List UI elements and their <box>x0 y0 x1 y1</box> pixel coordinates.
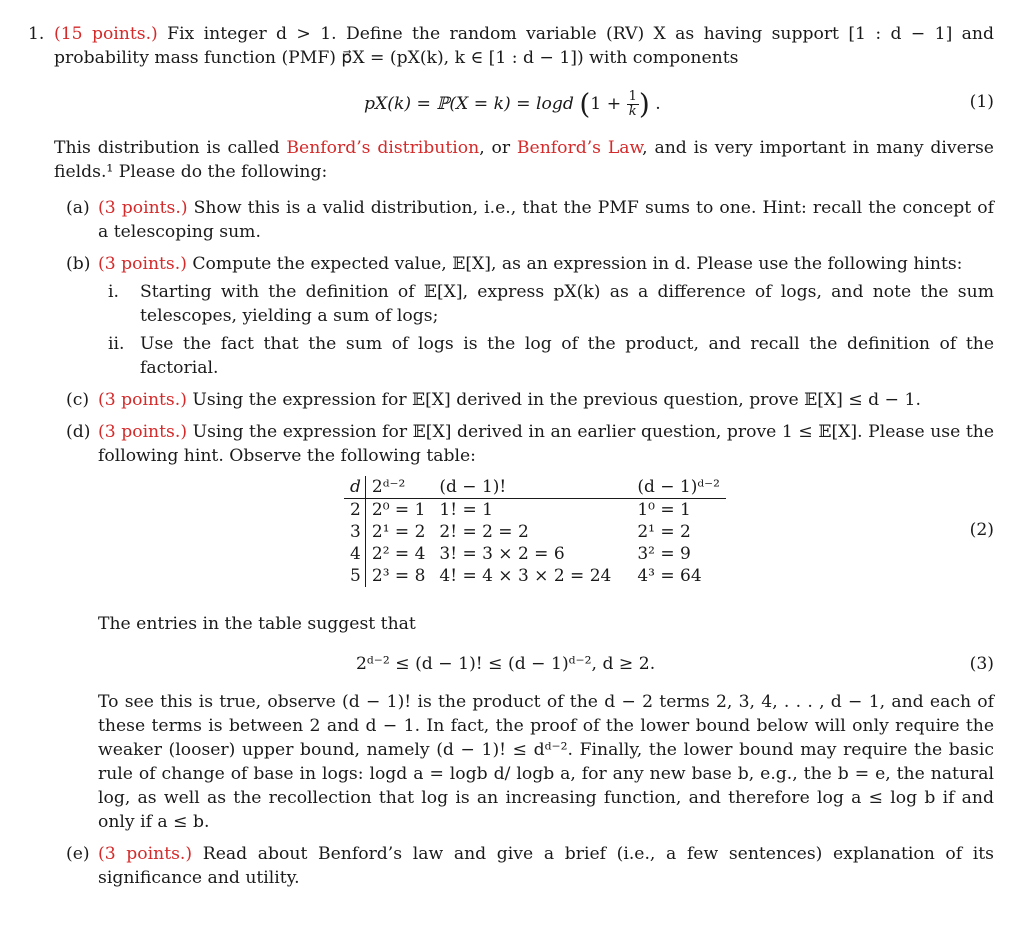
part-c <box>66 388 994 412</box>
problem-points: (15 points.) <box>54 24 158 44</box>
equation-2-tag: (2) <box>969 520 994 540</box>
table-header-row <box>344 476 726 499</box>
table-row <box>344 565 726 587</box>
part-label: (a) <box>66 198 90 218</box>
part-d <box>66 420 994 834</box>
equation-1-expr: pX(k) = ℙ(X = k) = logd (1 + $\frac{1}{k}$ ) . <box>364 87 661 121</box>
table-row <box>344 499 726 522</box>
problem-intro <box>54 22 994 70</box>
benford-pre: This distribution is called <box>54 138 287 158</box>
explanation-paragraph: To see this is true, observe (d − 1)! is the product of the d − 2 terms 2, 3, 4, . . . , d − 1, and each of these terms is between 2 and d − 1. In fact, the proof of the lower bound below will only require the weaker (looser) upper bound, namely (d − 1)! ≤ dᵈ⁻². Finally, the lower bound may require the basic rule of change of base in logs: logd a = logb d/ logb a, for any new base b, e.g., the b = e, the natural log, as well as the recollection that log is an increasing function, and therefore log a ≤ log b if and only if a ≤ b. <box>98 692 994 832</box>
equation-1-one: 1 + <box>590 94 622 114</box>
fraction-numerator: 1 <box>628 89 637 104</box>
table-cell: 1! = 1 <box>439 500 493 520</box>
part-points: (3 points.) <box>98 198 188 218</box>
part-e <box>66 842 994 890</box>
benford-mid: , or <box>479 138 517 158</box>
fraction-denominator: k <box>628 104 637 119</box>
part-points: (3 points.) <box>98 422 188 442</box>
table-cell: 2¹ = 2 <box>637 522 691 542</box>
hint-label: i. <box>108 282 119 302</box>
table-2 <box>98 476 994 606</box>
table-header: (d − 1)! <box>431 476 631 499</box>
equation-1-tag: (1) <box>969 92 994 112</box>
table-cell: 2! = 2 = 2 <box>439 522 529 542</box>
table-cell: 3! = 3 × 2 = 6 <box>439 544 565 564</box>
benford-law-term: Benford’s Law <box>516 138 643 158</box>
equation-1 <box>54 80 994 126</box>
table-cell: 2 <box>344 499 365 522</box>
equation-1-paren-close: ) <box>638 87 650 121</box>
part-points: (3 points.) <box>98 844 193 864</box>
table-cell: 2³ = 8 <box>371 566 426 586</box>
equation-1-paren-open: ( <box>579 87 591 121</box>
part-label: (e) <box>66 844 90 864</box>
equation-3-expr: 2ᵈ⁻² ≤ (d − 1)! ≤ (d − 1)ᵈ⁻², d ≥ 2. <box>356 654 656 674</box>
problem-number: 1. <box>28 24 45 44</box>
part-text: Using the expression for 𝔼[X] derived in the previous question, prove 𝔼[X] ≤ d − 1. <box>186 390 921 410</box>
equation-1-fraction <box>627 90 639 119</box>
part-text: Using the expression for 𝔼[X] derived in an earlier question, prove 1 ≤ 𝔼[X]. Please use the following hint. Observe the following table: <box>98 422 994 466</box>
equation-3-tag: (3) <box>969 654 994 674</box>
problem-intro-text: Fix integer d > 1. Define the random variable (RV) X as having support [1 : d − 1] and probability mass function (PMF) p⃗X = (pX(k), k ∈ [1 : d − 1]) with components <box>54 24 994 68</box>
hint-i <box>98 280 994 328</box>
table-row <box>344 543 726 565</box>
table-header: 2ᵈ⁻² <box>365 476 431 499</box>
hint-text: Starting with the definition of 𝔼[X], express pX(k) as a difference of logs, and note the sum telescopes, yielding a sum of logs; <box>140 282 994 326</box>
benford-paragraph <box>54 136 994 184</box>
table-cell: 2⁰ = 1 <box>371 500 426 520</box>
part-label: (d) <box>66 422 91 442</box>
benford-post: , and is very important in many diverse fields.¹ Please do the following: <box>54 138 994 182</box>
bounds-table <box>344 476 726 587</box>
table-header: d <box>344 476 365 499</box>
hint-label: ii. <box>108 334 125 354</box>
table-cell: 3² = 9 <box>637 544 691 564</box>
problem-1 <box>28 22 994 898</box>
table-cell: 4 <box>344 543 365 565</box>
table-cell: 2¹ = 2 <box>371 522 426 542</box>
part-text: Compute the expected value, 𝔼[X], as an expression in d. Please use the following hints: <box>186 254 963 274</box>
part-label: (b) <box>66 254 91 274</box>
part-text: Read about Benford’s law and give a brief (i.e., a few sentences) explanation of its significance and utility. <box>98 844 994 888</box>
benford-distribution-term: Benford’s distribution <box>286 138 480 158</box>
table-cell: 3 <box>344 521 365 543</box>
table-cell: 1⁰ = 1 <box>637 500 691 520</box>
table-cell: 5 <box>344 565 365 587</box>
table-header: (d − 1)ᵈ⁻² <box>631 476 726 499</box>
part-points: (3 points.) <box>98 254 187 274</box>
table-row <box>344 521 726 543</box>
part-label: (c) <box>66 390 90 410</box>
hint-ii <box>98 332 994 380</box>
table-cell: 2² = 4 <box>371 544 426 564</box>
table-cell: 4³ = 64 <box>637 566 702 586</box>
part-text: Show this is a valid distribution, i.e., that the PMF sums to one. Hint: recall the concept of a telescoping sum. <box>98 198 994 242</box>
table-cell: 4! = 4 × 3 × 2 = 24 <box>439 566 612 586</box>
part-b <box>66 252 994 380</box>
hint-text: Use the fact that the sum of logs is the log of the product, and recall the definition of the factorial. <box>140 334 994 378</box>
suggest-text: The entries in the table suggest that <box>98 614 416 634</box>
equation-3 <box>98 646 994 682</box>
part-points: (3 points.) <box>98 390 187 410</box>
part-a <box>66 196 994 244</box>
equation-1-lhs: pX(k) = ℙ(X = k) = logd <box>364 94 574 114</box>
parts-list <box>66 196 994 890</box>
